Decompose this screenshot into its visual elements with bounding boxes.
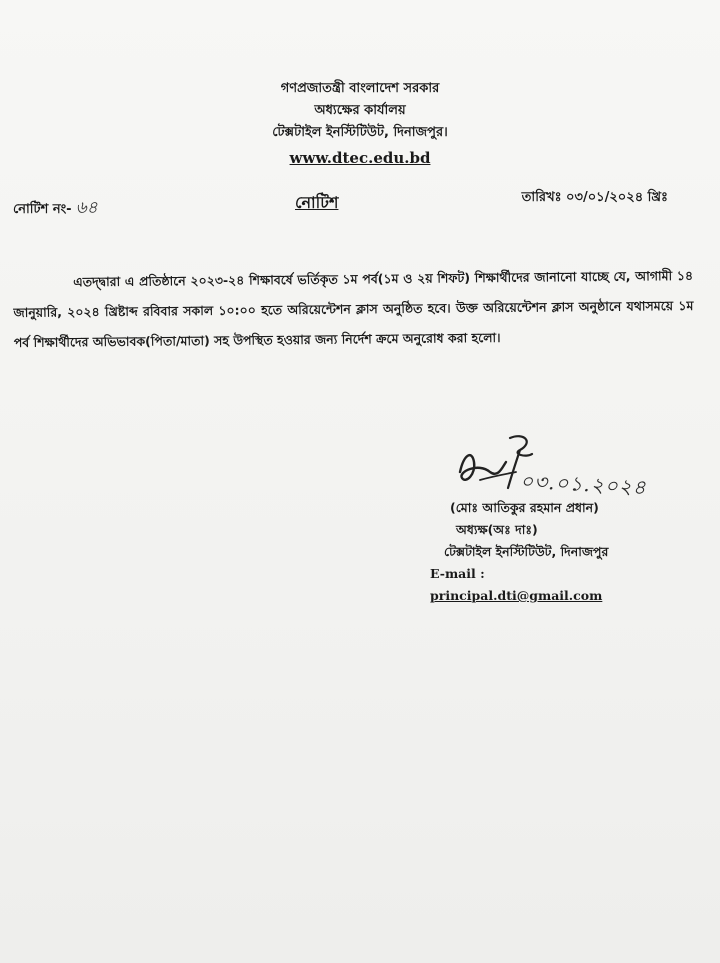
signatory-organization: টেক্সটাইল ইনস্টিটিউট, দিনাজপুর xyxy=(444,544,609,559)
notice-title: নোটিশ xyxy=(295,193,339,212)
website-link[interactable]: www.dtec.edu.bd xyxy=(289,149,431,167)
notice-number xyxy=(13,195,98,223)
signature-date: ০৩.০১.২০২৪ xyxy=(519,468,648,500)
notice-body: এতদ্দ্বারা এ প্রতিষ্ঠানে ২০২৩-২৪ শিক্ষাবর্ষে ভর্তিকৃত ১ম পর্ব(১ম ও ২য় শিফট) শিক্ষার্থীদের জানানো যাচ্ছে যে, আগামী ১৪ জানুয়ারি, ২০২৪ খ্রিষ্টাব্দ রবিবার সকাল ১০:০০ হতে অরিয়েন্টেশন ক্লাস অনুষ্ঠিত হবে। উক্ত অরিয়েন্টেশন ক্লাস অনুষ্ঠানে যথাসময়ে ১ম পর্ব শিক্ষার্থীদের অভিভাবক(পিতা/মাতা) সহ উপস্থিত হওয়ার জন্য নির্দেশ ক্রমে অনুরোধ করা হলো। xyxy=(13,267,694,350)
signatory-name: (মোঃ আতিকুর রহমান প্রধান) xyxy=(450,500,599,515)
signatory-block xyxy=(430,497,660,607)
government-name: গণপ্রজাতন্ত্রী বাংলাদেশ সরকার xyxy=(280,81,440,96)
institute-name: টেক্সটাইল ইনস্টিটিউট, দিনাজপুর। xyxy=(272,125,448,140)
notice-date: তারিখঃ ০৩/০১/২০২৪ খ্রিঃ xyxy=(521,190,668,205)
email-label: E-mail : xyxy=(430,566,485,581)
signatory-title: অধ্যক্ষ(অঃ দাঃ) xyxy=(456,522,538,537)
notice-number-value: ৬৪ xyxy=(75,198,98,218)
email-address[interactable]: principal.dti@gmail.com xyxy=(430,588,603,603)
office-name: অধ্যক্ষের কার্যালয় xyxy=(314,103,406,118)
email-line xyxy=(430,563,660,607)
letterhead xyxy=(0,78,720,170)
notice-number-label: নোটিশ নং- xyxy=(13,202,72,217)
